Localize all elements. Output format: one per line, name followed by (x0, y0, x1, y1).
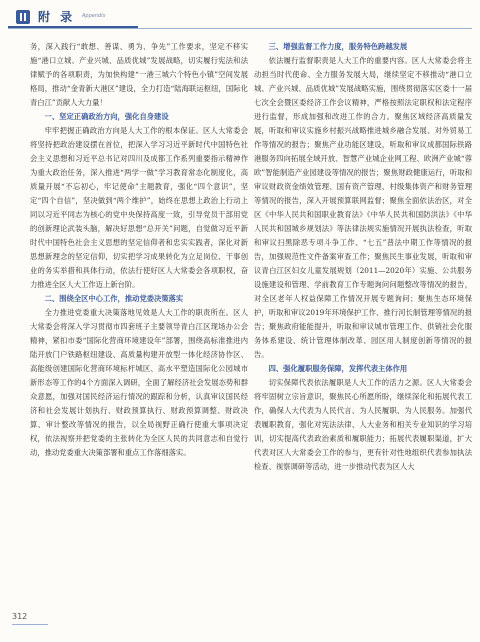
body-paragraph: 务，深入践行“敢想、善谋、勇为、争先”工作要求，坚定不移实施“港口立城、产业兴城、品质优城”发展战略，切实履行宪法和法律赋予的各项职责，为加快构建“一港三城六个特色小镇”空间发展格局，推动“金青新大港区”建设，全力打造“陆海联运枢纽，国际化青白江”贡献人大力量！ (30, 42, 248, 107)
body-paragraph: 切实保障代表依法履职是人大工作的活力之源。区人大常委会将牢固树立宗旨意识，聚焦民心所愿所盼，继续深化和拓展代表工作，确保人大代表为人民代言、为人民履职、为人民服务。加强代表履职教育，强化对宪法法律、人大业务和相关专业知识的学习培训，切实提高代表政治素质和履职能力；拓展代表履职渠道，扩大代表对区人大常委会工作的参与，更有针对性地组织代表参加执法检查、视察调研等活动，进一步推动代表为区人大 (254, 378, 472, 471)
body-paragraph: 依法履行监督职责是人大工作的重要内容。区人大常委会将主动担当时代使命、全力服务发展大局，继续坚定不移推动“港口立城、产业兴城、品质优城”发展战略实施，围绕贯彻落实区委十一届七次全会暨区委经济工作会议精神，严格按照法定职权和法定程序进行监督，形成加强和改进工作的合力。聚焦区域经济高质量发展，听取和审议实施乡村振兴战略推进城乡融合发展、对外贸易工作等情况的报告；聚焦产业功能区建设，听取和审议成都国际铁路港服务四向拓展全域开放、智慧产业城企业网工程、欧洲产业城“蓉欧”智能制造产业园建设等情况的报告；聚焦财政健康运行，听取和审议财政资金绩效管理、国有资产管理、村级集体资产和财务管理等情况的报告，深入开展预算联网监督；聚焦全面依法治区，对全区《中华人民共和国职业教育法》《中华人民共和国防洪法》《中华人民共和国城乡规划法》等法律法规实施情况开展执法检查，听取和审议扫黑除恶专项斗争工作、“七五”普法中期工作等情况的报告，加强规范性文件备案审查工作；聚焦民生事业发展，听取和审议青白江区妇女儿童发展规划（2011—2020年）实施、公共服务设施建设和管理、学前教育工作专题询问问题整改等情况的报告，对全区老年人权益保障工作情况开展专题询问；聚焦生态环境保护，听取和审议2019年环境保护工作、推行河长制管理等情况的报告；聚焦政府能能提升，听取和审议城市管理工作、供销社会化服务体系建设、统计管理体制改革、园区用人制度创新等情况的报告。 (254, 56, 472, 359)
ring-logo-icon (16, 10, 30, 24)
section-heading: 一、坚定正确政治方向，强化自身建设 (44, 112, 169, 121)
section-heading: 二、围绕全区中心工作，推动党委决策落实 (44, 294, 184, 303)
section-title: 附 录 (38, 10, 76, 24)
body-paragraph: 全力推进党委重大决策落地见效是人大工作的职责所在。区人大常委会将深入学习贯彻市四套班子主要领导青白江区现场办公会精神，紧扣市委“国际化营商环境建设年”部署，围绕高标准推进内陆开放门户铁路枢纽建设、高质量构建开放型一体化经济协作区、高能级创建国际化营商环境标杆城区、高水平塑造国际化公园城市新形态等工作的4个方面深入调研，全面了解经济社会发展态势和群众意愿，加强对国民经济运行情况的跟踪和分析，认真审议国民经济和社会发展计划执行、财政预算执行、财政预算调整、财政决算、审计整改等情况的报告，以全局视野正确行使重大事项决定权，依法视察并把党委的主张转化为全区人民的共同意志和自觉行动，推动党委重大决策部署和重点工作落细落实。 (30, 308, 248, 457)
page-number-rule (12, 624, 48, 625)
body-paragraph: 牢牢把握正确政治方向是人大工作的根本保证。区人大常委会将坚持把政治建设摆在首位，把深入学习习近平新时代中国特色社会主义思想和习近平总书记对四川及成都工作系列重要指示精神作为重大政治任务，深入推进“两学一做”学习教育常态化制度化，高质量开展“不忘初心，牢记使命”主题教育，强化“四个意识”，坚定“四个自信”，坚决做到“两个维护”，始终在思想上政治上行动上同以习近平同志为核心的党中央保持高度一致，引导党员干部用党的创新理论武装头脑，解决好思想“总开关”问题，自觉做习近平新时代中国特色社会主义思想的坚定信仰者和忠实实践者，深化对新思想新理念的坚定信仰，切实把学习成果转化为立足岗位、干事创业的务实举措和具体行动，依法行使好区人大常委会各项职权，奋力推进全区人大工作迈上新台阶。 (30, 126, 248, 289)
left-column (30, 40, 248, 460)
section-heading: 三、增强监督工作力度，服务特色跨越发展 (268, 42, 408, 51)
section-subtitle: Appendix (82, 13, 106, 19)
page-header (8, 6, 472, 34)
page-number: 312 (12, 612, 28, 621)
section-heading: 四、强化履职服务保障，发挥代表主体作用 (268, 364, 408, 373)
header-rule (8, 28, 472, 29)
right-column (254, 40, 472, 474)
